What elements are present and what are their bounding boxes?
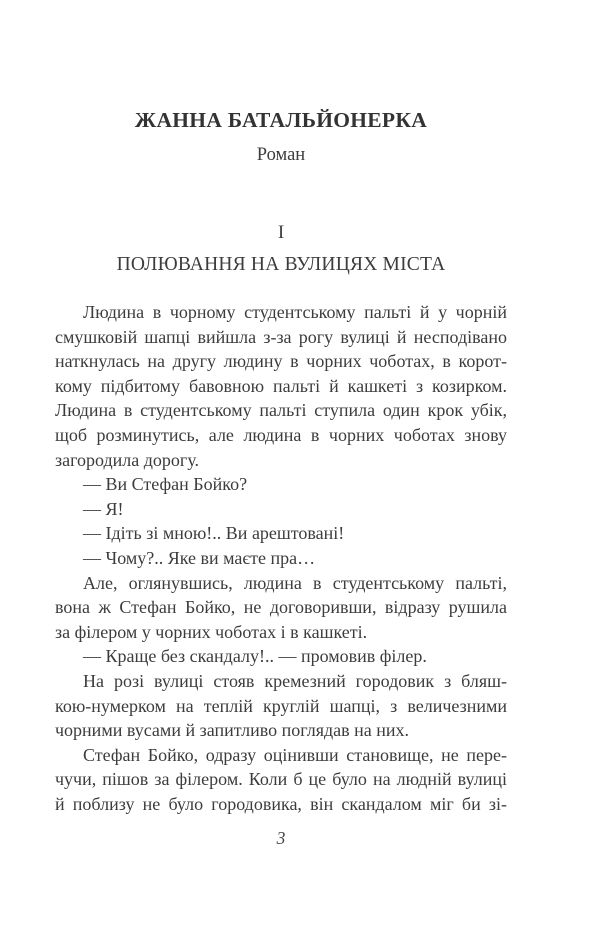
text-line: — Я! <box>83 498 124 519</box>
text-line: наткнулась на другу людину в чорних чоботах, в корот- <box>55 351 507 372</box>
text-line: Людина в студентському пальті ступила один крок убік, <box>55 400 507 421</box>
book-title: ЖАННА БАТАЛЬЙОНЕРКА <box>134 108 428 132</box>
text-line: Але, оглянувшись, людина в студентському пальті, <box>83 572 507 593</box>
text-line: кою-нумерком на теплій круглій шапці, з величезними <box>55 695 507 716</box>
body-text <box>55 300 507 816</box>
text-line: за філером у чорних чоботах і в кашкеті. <box>55 621 368 642</box>
text-line: чорними вусами й запитливо поглядав на них. <box>55 720 410 741</box>
chapter-title: ПОЛЮВАННЯ НА ВУЛИЦЯХ МІСТА <box>116 254 446 275</box>
text-line: — Чому?.. Яке ви маєте пра… <box>83 547 316 568</box>
book-subtitle: Роман <box>256 145 306 165</box>
text-line: й поблизу не було городовика, він скандалом міг би зі- <box>55 793 507 814</box>
text-line: — Краще без скандалу!.. — промовив філер. <box>83 646 427 667</box>
text-line: чучи, пішов за філером. Коли б це було на людній вулиці <box>55 769 507 790</box>
text-line: кому підбитому бавовною пальті й кашкеті з козирком. <box>55 375 507 396</box>
page-number: 3 <box>276 828 286 848</box>
text-line: смушковій шапці вийшла з-за рогу вулиці й несподівано <box>55 326 507 347</box>
text-line: — Ви Стефан Бойко? <box>83 474 248 495</box>
text-line: Людина в чорному студентському пальті й у чорній <box>83 302 507 322</box>
text-line: вона ж Стефан Бойко, не договоривши, відразу рушила <box>55 597 507 618</box>
text-line: щоб розминутись, але людина в чорних чоботах знову <box>55 424 507 445</box>
text-line: На розі вулиці стояв кремезний городовик з бляш- <box>83 670 507 691</box>
text-line: Стефан Бойко, одразу оцінивши становище, не пере- <box>83 744 507 765</box>
text-line: загородила дорогу. <box>55 449 200 470</box>
text-line: — Ідіть зі мною!.. Ви арештовані! <box>83 523 345 544</box>
chapter-number: I <box>277 222 285 243</box>
